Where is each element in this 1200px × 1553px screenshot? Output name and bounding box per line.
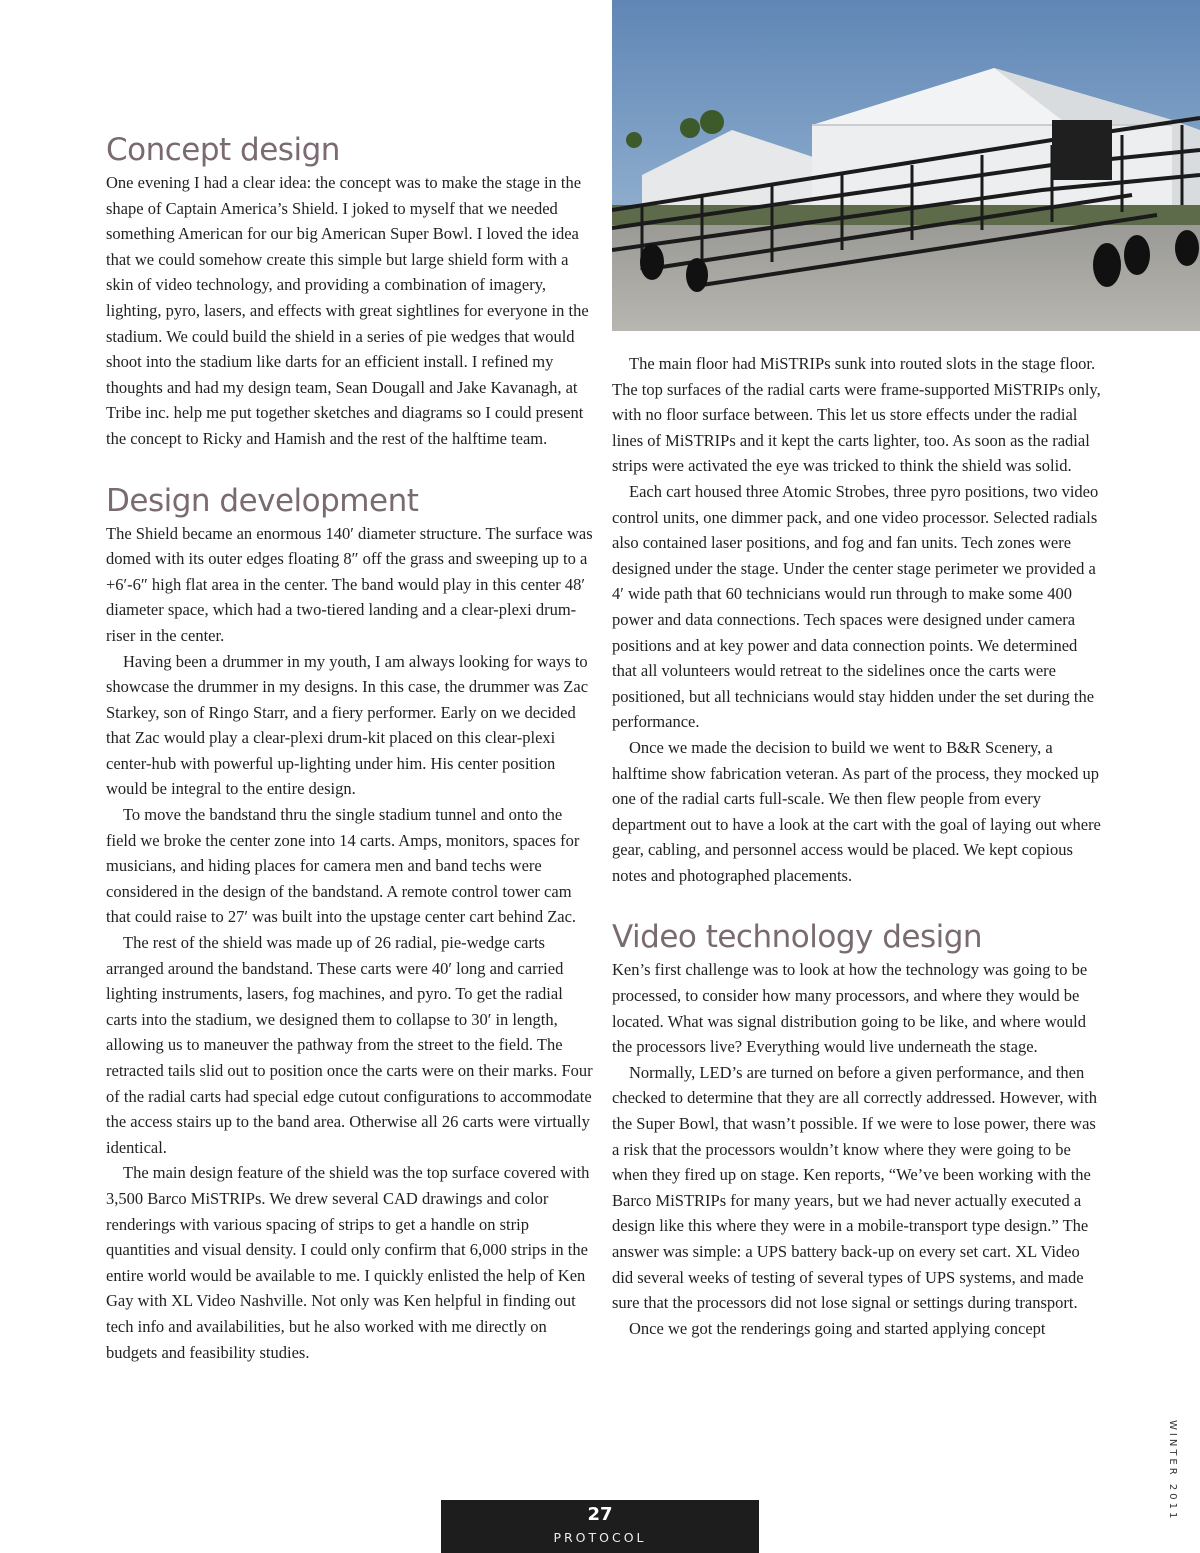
paragraph: Once we got the renderings going and started applying concept (629, 1318, 1046, 1338)
left-column (106, 130, 594, 1365)
heading-design-development: Design development (106, 482, 419, 519)
magazine-name: PROTOCOL (553, 1530, 647, 1545)
paragraph: Each cart housed three Atomic Strobes, three pyro positions, two video control units, one dimmer pack, and one video processor. Selected radials also contained laser positions, and fog and fan units. Tech zones were designed under the stage. Under the center stage perimeter we provided a 4′ wide path that 60 technicians would run through to make some 400 power and data connections. Tech spaces were designed under camera positions and at key power and data connection points. We determined that all volunteers would retreat to the sidelines once the carts were positioned, but all technicians would stay hidden under the set during the performance. (612, 481, 1099, 732)
heading-video-technology-design: Video technology design (612, 919, 983, 956)
paragraph: The rest of the shield was made up of 26 radial, pie-wedge carts arranged around the bandstand. These carts were 40′ long and carried lighting instruments, lasers, fog machines, and pyro. To get the radial carts into the stadium, we designed them to collapse to 30′ in length, allowing us to maneuver the pathway from the street to the field. The retracted tails slid out to position once the carts were on their marks. Four of the radial carts had special edge cutout configurations to accommodate the access stairs up to the band area. Otherwise all 26 carts were virtually identical. (106, 933, 593, 1157)
paragraph: Once we made the decision to build we went to B&R Scenery, a halftime show fabrication veteran. As part of the process, they mocked up one of the radial carts full-scale. We then flew people from every department out to have a look at the cart with the goal of laying out where gear, cabling, and personnel access would be placed. We kept copious notes and photographed placements. (612, 737, 1101, 885)
page-footer (441, 1500, 759, 1553)
paragraph: Normally, LED’s are turned on before a given performance, and then checked to determine that they are all correctly addressed. However, with the Super Bowl, that wasn’t possible. If we were to lose power, there was a risk that the processors wouldn’t know where they were going to be when they fired up on stage. Ken reports, “We’ve been working with the Barco MiSTRIPs for many years, but we had never actually executed a design like this where they were in a mobile-transport type design.” The answer was simple: a UPS battery back-up on every set cart. XL Video did several weeks of testing of several types of UPS systems, and made sure that the processors did not lose signal or settings during transport. (612, 1062, 1097, 1313)
paragraph: The Shield became an enormous 140′ diameter structure. The surface was domed with its outer edges floating 8″ off the grass and sweeping up to a +6′-6″ high flat area in the center. The band would play in this center 48′ diameter space, which had a two-tiered landing and a clear-plexi drum-riser in the center. (106, 523, 593, 645)
paragraph: Having been a drummer in my youth, I am always looking for ways to showcase the drummer in my designs. In this case, the drummer was Zac Starkey, son of Ringo Starr, and a fiery performer. Early on we decided that Zac would play a clear-plexi drum-kit placed on this clear-plexi center-hub with powerful up-lighting under him. His center position would be integral to the entire design. (106, 651, 589, 799)
paragraph: The main design feature of the shield was the top surface covered with 3,500 Barco MiSTRIPs. We drew several CAD drawings and color renderings with various spacing of strips to get a handle on strip quantities and visual density. I could only confirm that 6,000 strips in the entire world would be available to me. I quickly enlisted the help of Ken Gay with XL Video Nashville. Not only was Ken helpful in finding out tech info and availabilities, but he also worked with me directly on budgets and feasibility studies. (106, 1163, 590, 1362)
heading-concept-design: Concept design (106, 132, 340, 168)
page-number: 27 (587, 1504, 613, 1525)
paragraph: To move the bandstand thru the single stadium tunnel and onto the field we broke the center zone into 14 carts. Amps, monitors, spaces for musicians, and hiding places for camera men and band techs were considered in the design of the bandstand. A remote control tower cam that could raise to 27′ was built into the upstage center cart behind Zac. (106, 805, 580, 927)
stage-carts-photo (612, 0, 1200, 331)
paragraph: One evening I had a clear idea: the concept was to make the stage in the shape of Captain America’s Shield. I joked to myself that we needed something American for our big American Super Bowl. I loved the idea that we could somehow create this simple but large shield form with a skin of video technology, and providing a combination of imagery, lighting, pyro, lasers, and effects with great sightlines for everyone in the stadium. We could build the shield in a series of pie wedges that would shoot into the stadium like darts for an efficient install. I refined my thoughts and had my design team, Sean Dougall and Jake Kavanagh, at Tribe inc. help me put together sketches and diagrams so I could present the concept to Ricky and Hamish and the rest of the halftime team. (106, 173, 589, 448)
paragraph: Ken’s first challenge was to look at how the technology was going to be processed, to consider how many processors, and where they would be located. What was signal distribution going to be like, and where would the processors live? Everything would live underneath the stage. (612, 960, 1088, 1057)
right-column (612, 351, 1102, 1341)
paragraph: The main floor had MiSTRIPs sunk into routed slots in the stage floor. The top surfaces of the radial carts were frame-supported MiSTRIPs only, with no floor surface between. This let us store effects under the radial lines of MiSTRIPs and it kept the carts lighter, too. As soon as the radial strips were activated the eye was tricked to think the shield was solid. (612, 354, 1101, 476)
issue-label: WINTER 2011 (1167, 1420, 1178, 1522)
